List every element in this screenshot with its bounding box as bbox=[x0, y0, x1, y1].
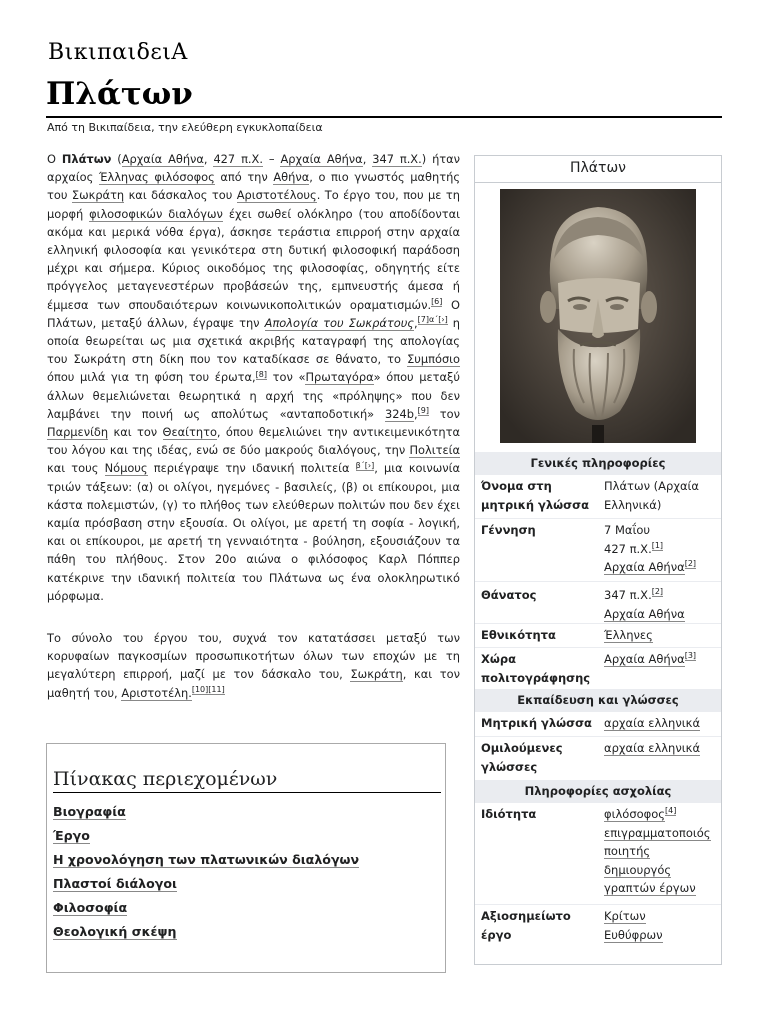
intro-paragraph-1 bbox=[47, 150, 460, 605]
title-divider bbox=[46, 116, 722, 118]
article-link[interactable]: Σωκράτη bbox=[350, 667, 403, 682]
article-link[interactable]: φιλοσοφικών διαλόγων bbox=[89, 206, 223, 221]
article-link[interactable]: 324b bbox=[385, 406, 414, 421]
toc-item[interactable]: Έργο bbox=[53, 828, 90, 843]
citation-ref[interactable]: α΄[›] bbox=[428, 315, 448, 325]
infobox-title: Πλάτων bbox=[475, 156, 721, 183]
text-run: , bbox=[414, 315, 418, 330]
text-run: » όπου μεταξύ άλλων θεμελιώνεται θεωρητικά η αρχή της «πρόληψης» που δεν λαμβάνει την ποινή ως απολύτως «ανταποδοτική» bbox=[47, 370, 460, 421]
article-link[interactable]: Σωκράτη bbox=[71, 188, 125, 203]
toc-title: Πίνακας περιεχομένων bbox=[53, 768, 441, 793]
toc-item[interactable]: Βιογραφία bbox=[53, 804, 126, 819]
text-run: και τους bbox=[47, 461, 105, 476]
death-place-link[interactable]: Αρχαία Αθήνα bbox=[604, 606, 685, 621]
site-logo-wordmark[interactable]: ΒικιπαιδειΑ bbox=[48, 40, 188, 65]
article-link[interactable]: Αθήνα bbox=[273, 170, 310, 185]
infobox bbox=[474, 155, 722, 965]
citation-ref[interactable]: [8] bbox=[255, 369, 268, 379]
text-run: – bbox=[262, 152, 281, 166]
toc-list bbox=[53, 804, 359, 948]
birth-place-link[interactable]: Αρχαία Αθήνα bbox=[604, 560, 685, 574]
infobox-row-nationality: Εθνικότητα Έλληνες bbox=[475, 623, 721, 648]
infobox-section-education: Εκπαίδευση και γλώσσες bbox=[475, 689, 721, 711]
plato-bust-image[interactable] bbox=[500, 189, 696, 443]
citation-ref[interactable]: [6] bbox=[431, 296, 443, 306]
table-of-contents bbox=[46, 743, 446, 973]
text-run: Το σύνολο του έργου του, συχνά τον κατατάσσει μεταξύ των κορυφαίων παγκοσμίων προσωπικοτήτων όλων των εποχών με τη μεγαλύτερη επιρροή, μαζί με τον δάσκαλο του, bbox=[47, 631, 460, 682]
text-run: και τον bbox=[108, 425, 163, 440]
article-link[interactable]: Αριστοτέλους bbox=[236, 188, 317, 203]
nationality-link[interactable]: Έλληνες bbox=[604, 628, 653, 642]
text-run: η οποία θεωρείται ως μια σχετικά ακριβής καταγραφή της απολογίας του Σωκράτη στη δίκη που τον καταδίκασε σε θάνατο, το bbox=[47, 315, 461, 367]
text-run: τον bbox=[428, 406, 460, 421]
spoken-language-link[interactable]: αρχαία ελληνικά bbox=[604, 741, 701, 755]
article-link[interactable]: Συμπόσιο bbox=[407, 352, 460, 367]
infobox-row-native-name: Όνομα στη μητρική γλώσσα Πλάτων (Αρχαία Ελληνικά) bbox=[475, 474, 721, 519]
text-run: , bbox=[362, 152, 373, 166]
article-link[interactable]: Πολιτεία bbox=[409, 443, 460, 458]
text-run: , ο πιο γνωστός μαθητής του bbox=[47, 170, 461, 203]
citation-ref[interactable]: [10][11] bbox=[191, 684, 225, 694]
mother-tongue-link[interactable]: αρχαία ελληνικά bbox=[604, 716, 701, 730]
text-run: Ο Πλάτων, μεταξύ άλλων, έγραψε την bbox=[47, 297, 460, 330]
article-link[interactable]: Απολογία του Σωκράτους bbox=[264, 315, 414, 330]
toc-item[interactable]: Θεολογική σκέψη bbox=[53, 924, 177, 939]
citation-ref[interactable]: [9] bbox=[417, 406, 429, 416]
text-run: . Το έργο του, που με τη μορφή bbox=[47, 188, 460, 221]
infobox-row-profession: Ιδιότητα φιλόσοφος[4] επιγραμματοποιός ποιητής δημιουργός γραπτών έργων bbox=[475, 802, 721, 905]
article-link[interactable]: Αρχαία Αθήνα bbox=[280, 152, 363, 166]
text-run: ( bbox=[111, 152, 122, 166]
article-link[interactable]: Νόμους bbox=[104, 461, 148, 476]
text-run: Ο bbox=[47, 152, 62, 166]
infobox-row-birth: Γέννηση 7 Μαΐου 427 π.Χ.[1] Αρχαία Αθήνα[2] bbox=[475, 518, 721, 582]
subject-name: Πλάτων bbox=[61, 152, 112, 166]
toc-item[interactable]: Φιλοσοφία bbox=[53, 900, 128, 915]
text-run: και δάσκαλος του bbox=[124, 188, 237, 203]
article-link[interactable]: Παρμενίδη bbox=[47, 425, 109, 440]
text-run: από την bbox=[214, 170, 274, 185]
article-link[interactable]: Αριστοτέλη bbox=[121, 685, 189, 700]
infobox-section-occupation: Πληροφορίες ασχολίας bbox=[475, 780, 721, 802]
text-run: , όπου θεμελιώνει την αντικειμενικότητα του λόγου και της ιδέας, ενώ σε δύο μακρούς διαλόγους, την bbox=[47, 425, 460, 458]
site-subtitle: Από τη Βικιπαίδεια, την ελεύθερη εγκυκλοπαίδεια bbox=[47, 121, 323, 134]
text-run: , bbox=[413, 406, 418, 421]
article-link[interactable]: 347 π.Χ. bbox=[372, 152, 422, 166]
toc-item[interactable]: Η χρονολόγηση των πλατωνικών διαλόγων bbox=[53, 852, 360, 867]
citation-ref[interactable]: [7] bbox=[417, 315, 429, 325]
intro-paragraph-2 bbox=[47, 629, 460, 702]
article-link[interactable]: Θεαίτητο bbox=[162, 425, 217, 440]
article-body bbox=[47, 150, 460, 702]
text-run: , και τον μαθητή του, bbox=[47, 667, 460, 700]
article-link[interactable]: . bbox=[188, 685, 192, 700]
text-run: όπου μιλά για τη φύση του έρωτα, bbox=[47, 370, 256, 385]
infobox-row-mother-tongue: Μητρική γλώσσα αρχαία ελληνικά bbox=[475, 711, 721, 737]
text-run: περιέγραψε την ιδανική πολιτεία bbox=[147, 461, 356, 476]
text-run: έχει σωθεί ολόκληρο (του αποδίδονται ακόμα και μερικά νόθα έργα), άσκησε τεράστια επιρροή στην αρχαία ελληνική φιλοσοφία και γενικότερα στη δυτική φιλοσοφική παράδοση μέχρι και σήμερα. Κύριος οικοδόμος της φιλοσοφίας, οδηγητής είτε πρόγγελος μεταγενεστέρων προβάσεών της, εμπνευστής άμεσα ή έμμεσα των σπουδαιότερων κοινωνικοπολιτικών οραματισμών. bbox=[47, 206, 460, 312]
article-link[interactable]: 427 π.Χ. bbox=[213, 152, 263, 166]
infobox-row-spoken-languages: Ομιλούμενες γλώσσες αρχαία ελληνικά bbox=[475, 736, 721, 781]
citizenship-link[interactable]: Αρχαία Αθήνα bbox=[604, 652, 685, 666]
infobox-section-general: Γενικές πληροφορίες bbox=[475, 452, 721, 474]
infobox-row-notable-work: Αξιοσημείωτο έργο Κρίτων Ευθύφρων bbox=[475, 904, 721, 965]
text-run: , bbox=[203, 152, 214, 166]
infobox-row-death: Θάνατος 347 π.Χ.[2] Αρχαία Αθήνα bbox=[475, 581, 721, 624]
toc-item[interactable]: Πλαστοί διάλογοι bbox=[53, 876, 177, 891]
article-link[interactable]: Πρωταγόρα bbox=[305, 370, 374, 385]
text-run: , μια κοινωνία τριών τάξεων: (α) οι ολίγοι, ηγεμόνες - βασιλείς, (β) οι επίκουροι, μια κάστα πολεμιστών, (γ) το πλήθος των ελεύθερων πολιτών που δεν έχει καμία πρόσβαση στην εξουσία. Οι ολίγοι, με αρετή τη σοφία - λογική, και οι επίκουροι, με αρετή τη γενναιότητα - βούληση, εξουσιάζουν τα πάθη του πλήθους. Στον 20ο αιώνα ο φιλόσοφος Καρλ Πόππερ κατέκρινε την ιδανική πολιτεία του Πλάτωνα ως ένα ολοκληρωτικό μόρφωμα. bbox=[47, 461, 461, 603]
page-title: Πλάτων bbox=[46, 76, 193, 112]
infobox-row-citizenship: Χώρα πολιτογράφησης Αρχαία Αθήνα[3] bbox=[475, 647, 721, 690]
citation-ref[interactable]: β΄[›] bbox=[355, 460, 375, 470]
article-link[interactable]: Αρχαία Αθήνα bbox=[121, 152, 204, 166]
text-run: τον « bbox=[267, 370, 306, 385]
article-link[interactable]: Έλληνας φιλόσοφος bbox=[98, 170, 215, 185]
text-run: ) ήταν αρχαίος bbox=[47, 152, 461, 185]
